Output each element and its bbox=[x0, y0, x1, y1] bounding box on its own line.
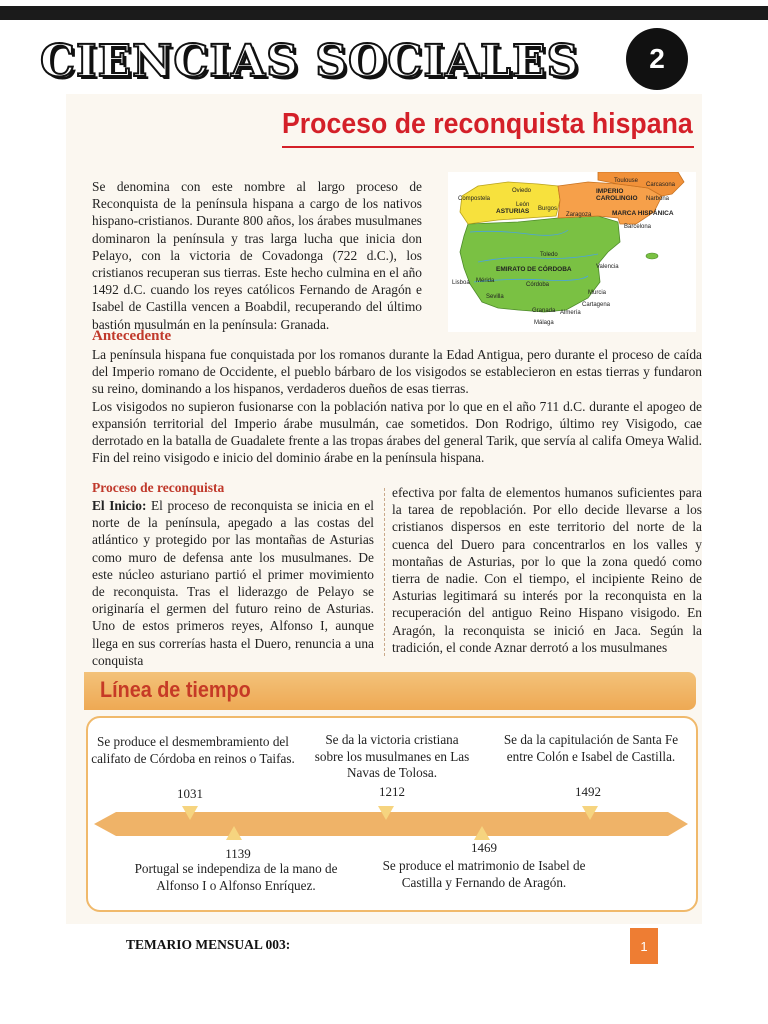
map-label: Toulouse bbox=[614, 178, 639, 184]
map-label: ASTURIAS bbox=[496, 208, 530, 215]
proceso-left-text: El proceso de reconquista se inicia en el norte de la península, apegado a las costas del atlántico y protegido por las montañas de Asturias como muro de defensa ante los musulmanes. De este núcleo asturiano partió el primer movimiento de reconquista. Tras el liderazgo de Pelayo se originaría el germen del futuro reino de Asturias. Uno de estos primeros reyes, Alfonso I, aunque llega en sus correrías hasta el Duero, renuncia a una conquista bbox=[92, 498, 374, 668]
header-title: CIENCIAS SOCIALES bbox=[40, 36, 580, 87]
title-rule bbox=[282, 146, 694, 148]
map-label: Cartagena bbox=[582, 302, 611, 308]
proceso-left-column bbox=[92, 497, 374, 669]
map-label: Toledo bbox=[540, 252, 558, 258]
map-label: Málaga bbox=[534, 320, 554, 326]
map-label: MARCA HISPÁNICA bbox=[612, 210, 674, 217]
antecedente-text-1: La península hispana fue conquistada por los romanos durante la Edad Antigua, pero durante el proceso de caída del Imperio romano de Occidente, el pueblo bárbaro de los visigodos se establecieron en estas tierras y fundaron su reino, dominando a los hispanos, verdaderos dueños de esas tierras. bbox=[92, 347, 702, 397]
proceso-lead: El Inicio: bbox=[92, 498, 147, 513]
iberia-map bbox=[448, 172, 696, 332]
timeline-year: 1139 bbox=[225, 846, 251, 861]
antecedente-paragraph bbox=[92, 346, 702, 466]
section-title: Proceso de reconquista hispana bbox=[282, 108, 693, 140]
number-badge: 2 bbox=[626, 28, 688, 90]
map-label: IMPERIO CAROLINGIO bbox=[596, 188, 638, 202]
map-label: Barcelona bbox=[624, 224, 652, 230]
map-label: Carcasona bbox=[646, 182, 676, 188]
map-label: Compostela bbox=[458, 196, 491, 202]
antecedente-text-2: Los visigodos no supieron fusionarse con la población nativa por lo que en el año 711 d.C. durante el apogeo de expansión territorial del Imperio árabe musulmán, cae sometidos. Don Rodrigo, último rey Visigodo, cae derrotado en la batalla de Guadalete frente a las tropas árabes del general Tarik, que servía al califa Omeya Walid. Fin del reino visigodo e inicio del dominio árabe en la península hispana. bbox=[92, 398, 702, 466]
map-label: Oviedo bbox=[512, 188, 532, 194]
map-label: Mérida bbox=[476, 278, 495, 284]
timeline-title: Línea de tiempo bbox=[100, 677, 251, 702]
map-label: Córdoba bbox=[526, 282, 550, 288]
map-label: Burgos bbox=[538, 206, 558, 212]
map-label: EMIRATO DE CÓRDOBA bbox=[496, 266, 572, 273]
map-label: Lisboa bbox=[452, 280, 470, 286]
map-label: Zaragoza bbox=[566, 212, 592, 218]
map-label: Granada bbox=[532, 308, 556, 314]
page-number: 1 bbox=[630, 928, 658, 964]
map-label: León bbox=[516, 202, 530, 208]
timeline-event: Se produce el matrimonio de Isabel de Castilla y Fernando de Aragón. bbox=[382, 858, 586, 890]
timeline-event: Se da la capitulación de Santa Fe entre Colón e Isabel de Castilla. bbox=[503, 732, 679, 764]
map-label: Sevilla bbox=[486, 294, 504, 300]
intro-paragraph: Se denomina con este nombre al largo proceso de Reconquista de la península hispana a cargo de los nativos hispano-cristianos. Durante 800 años, los árabes musulmanes dominaron la península y tras larga lucha que inicia don Pelayo, con la victoria de Covadonga (722 d.C.), los cristianos recuperan sus tierras. Este hecho culmina en el año 1492 d.C. cuando los reyes católicos Fernando de Aragón e Isabel de Castilla vencen a Boabdil, recuperando del último bastión musulmán en la península: Granada. bbox=[92, 179, 422, 332]
timeline-year: 1492 bbox=[575, 784, 601, 799]
map-label: Murcia bbox=[588, 290, 607, 296]
timeline-year: 1212 bbox=[379, 784, 405, 799]
column-divider bbox=[384, 488, 385, 656]
footer-label: TEMARIO MENSUAL 003: bbox=[126, 937, 291, 952]
map-label: Narbona bbox=[646, 196, 670, 202]
timeline-event: Se produce el desmembramiento del califato de Córdoba en reinos o Taifas. bbox=[91, 734, 295, 766]
timeline-event: Portugal se independiza de la mano de Alfonso I o Alfonso Enríquez. bbox=[134, 861, 338, 893]
timeline-year: 1031 bbox=[177, 786, 203, 801]
antecedente-heading: Antecedente bbox=[92, 328, 172, 344]
proceso-right-column: efectiva por falta de elementos humanos suficientes para la tarea de repoblación. Por ello decide llevarse a los cristianos dispersos en este territorio del norte de la cuenca del Duero para concentrarlos en los valles y montañas de Asturias, por lo que la zona quedó como tierra de nadie. Con el tiempo, el incipiente Reino de Asturias legitimará su interés por la reconquista en la recuperación del antiguo Reino Hispano visigodo. En Aragón, la reconquista se inició en Jaca. Según la tradición, el conde Aznar derrotó a los musulmanes bbox=[392, 485, 702, 655]
map-label: Almería bbox=[560, 310, 581, 316]
map-label: Valencia bbox=[596, 264, 619, 270]
timeline-year: 1469 bbox=[471, 840, 497, 855]
timeline-arrow bbox=[94, 812, 688, 836]
timeline-event: Se da la victoria cristiana sobre los musulmanes en Las Navas de Tolosa. bbox=[314, 732, 470, 780]
proceso-heading: Proceso de reconquista bbox=[92, 480, 225, 495]
top-bar bbox=[0, 6, 768, 20]
